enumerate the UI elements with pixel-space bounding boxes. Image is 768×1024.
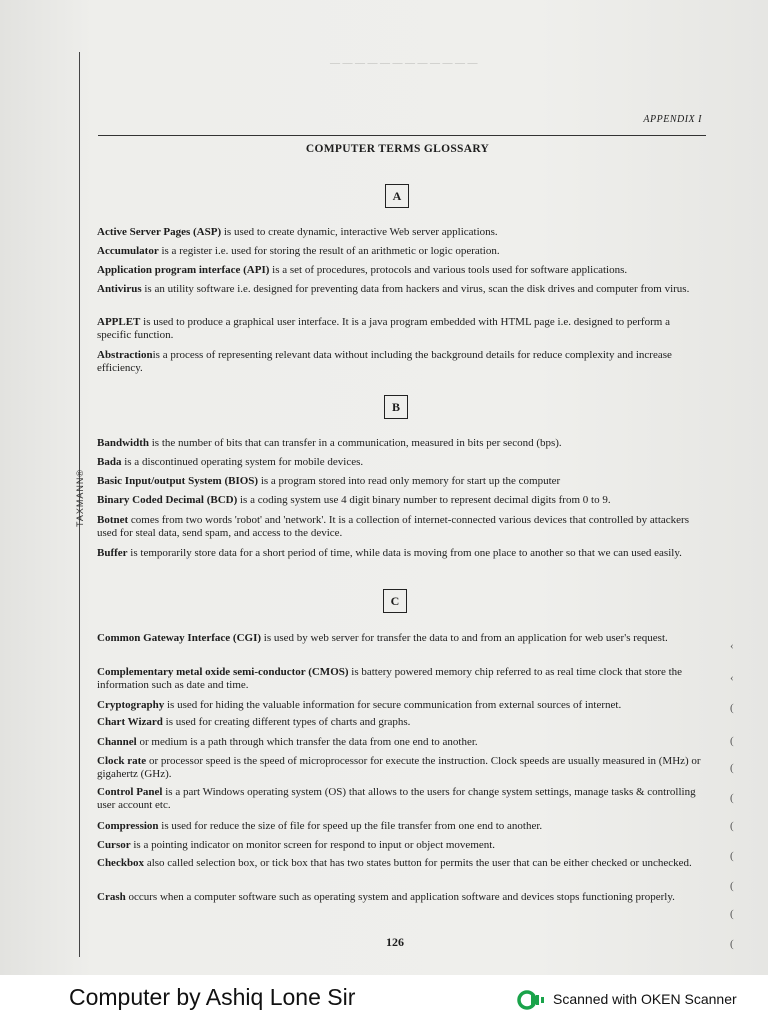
glossary-entry <box>97 891 702 904</box>
glossary-entry <box>97 437 702 450</box>
entry-definition: is a coding system use 4 digit binary number to represent decimal digits from 0 to 9. <box>237 494 611 506</box>
entry-definition: is used by web server for transfer the data to and from an application for web user's request. <box>261 632 668 644</box>
scan-artifact: ( <box>730 792 734 804</box>
section-letter-c: C <box>383 589 407 613</box>
glossary-entry <box>97 475 702 488</box>
scan-artifact: ( <box>730 735 734 747</box>
entry-definition: or medium is a path through which transfer the data from one end to another. <box>136 736 478 748</box>
glossary-entry <box>97 839 702 852</box>
glossary-entry <box>97 666 702 691</box>
entry-definition: is a pointing indicator on monitor screen for respond to input or object movement. <box>130 839 496 851</box>
entry-term: Clock rate <box>97 755 147 767</box>
entry-term: Active Server Pages (ASP) <box>97 226 222 238</box>
header-rule <box>98 135 706 136</box>
entry-definition: comes from two words 'robot' and 'network'. It is a collection of internet-connected various devices that controlled by attackers used for steal data, send spam, and access to the device. <box>97 514 689 539</box>
entry-term: Bandwidth <box>97 437 149 449</box>
scan-artifact: ( <box>730 702 734 714</box>
scan-artifact: ( <box>730 850 734 862</box>
scan-artifact: ( <box>730 762 734 774</box>
entry-term: Botnet <box>97 514 129 526</box>
section-letter-a: A <box>385 184 409 208</box>
scan-artifact: ( <box>730 938 734 950</box>
glossary-entry <box>97 283 702 296</box>
entry-definition: is temporarily store data for a short period of time, while data is moving from one place to another so that we can used easily. <box>127 547 682 559</box>
entry-term: Antivirus <box>97 283 142 295</box>
entry-term: Compression <box>97 820 159 832</box>
side-label: TAXMANN® <box>75 469 85 527</box>
entry-term: Cryptography <box>97 699 165 711</box>
entry-definition: is used to produce a graphical user interface. It is a java program embedded with HTML page i.e. designed to perform a specific function. <box>97 316 670 341</box>
glossary-entry <box>97 264 702 277</box>
footer-credit: Computer by Ashiq Lone Sir <box>69 984 356 1010</box>
glossary-entry <box>97 632 702 645</box>
entry-definition: is used for hiding the valuable information for secure communication from external sources of internet. <box>164 699 622 711</box>
glossary-entry <box>97 786 702 811</box>
bleed-through-text: — — — — — — — — — — — — <box>330 58 478 69</box>
entry-term: Chart Wizard <box>97 716 163 728</box>
appendix-label: APPENDIX I <box>643 114 702 125</box>
page-number: 126 <box>386 935 404 949</box>
glossary-entry <box>97 547 702 560</box>
entry-term: Channel <box>97 736 137 748</box>
glossary-entry <box>97 494 702 507</box>
scan-artifact: ‹ <box>730 672 734 684</box>
page-title: COMPUTER TERMS GLOSSARY <box>305 143 490 155</box>
entry-definition: is a process of representing relevant data without including the background details for reduce complexity and increase efficiency. <box>97 349 672 374</box>
entry-definition: occurs when a computer software such as operating system and application software and devices stops functioning properly. <box>125 891 675 903</box>
entry-definition: is an utility software i.e. designed for preventing data from hackers and virus, scan the disk drives and computer from virus. <box>141 283 690 295</box>
glossary-entry <box>97 857 702 870</box>
footer-bar <box>0 975 768 1024</box>
entry-term: Control Panel <box>97 786 163 798</box>
entry-term: Crash <box>97 891 126 903</box>
entry-definition: is a discontinued operating system for mobile devices. <box>121 456 364 468</box>
entry-definition: is used for creating different types of charts and graphs. <box>162 716 411 728</box>
entry-term: Bada <box>97 456 122 468</box>
glossary-entry <box>97 245 702 258</box>
entry-term: Cursor <box>97 839 131 851</box>
glossary-entry <box>97 456 702 469</box>
oken-scanner-icon <box>517 990 547 1010</box>
entry-term: Application program interface (API) <box>97 264 270 276</box>
scan-artifact: ( <box>730 820 734 832</box>
glossary-entry <box>97 820 702 833</box>
entry-term: Abstraction <box>97 349 153 361</box>
entry-term: Accumulator <box>97 245 159 257</box>
entry-definition: is a program stored into read only memory for start up the computer <box>258 475 561 487</box>
glossary-entry <box>97 755 702 780</box>
scan-artifact: ( <box>730 908 734 920</box>
entry-definition: also called selection box, or tick box that has two states button for permits the user that can be either checked or unchecked. <box>144 857 692 869</box>
entry-definition: is used for reduce the size of file for speed up the file transfer from one end to another. <box>158 820 543 832</box>
scan-artifact: ‹ <box>730 640 734 652</box>
glossary-entry <box>97 699 702 712</box>
section-letter-b: B <box>384 395 408 419</box>
glossary-entry <box>97 316 702 341</box>
scan-artifact: ( <box>730 880 734 892</box>
entry-definition: is used to create dynamic, interactive Web server applications. <box>221 226 498 238</box>
entry-definition: or processor speed is the speed of microprocessor for execute the instruction. Clock speeds are usually measured in (MHz) or gigahertz (GHz). <box>97 755 701 780</box>
entry-term: Common Gateway Interface (CGI) <box>97 632 262 644</box>
entry-definition: is a set of procedures, protocols and various tools used for software applications. <box>269 264 628 276</box>
footer-scanner-label: Scanned with OKEN Scanner <box>553 991 737 1007</box>
entry-definition: is a register i.e. used for storing the result of an arithmetic or logic operation. <box>158 245 500 257</box>
entry-term: Checkbox <box>97 857 145 869</box>
glossary-entry <box>97 514 702 539</box>
entry-definition: is battery powered memory chip referred to as real time clock that store the information such as date and time. <box>97 666 683 691</box>
glossary-entry <box>97 349 702 374</box>
entry-term: Buffer <box>97 547 128 559</box>
glossary-entry <box>97 226 702 239</box>
entry-definition: is the number of bits that can transfer in a communication, measured in bits per second (bps). <box>148 437 562 449</box>
glossary-entry <box>97 736 702 749</box>
entry-term: Complementary metal oxide semi-conductor (CMOS) <box>97 666 349 678</box>
entry-term: APPLET <box>97 316 141 328</box>
entry-term: Basic Input/output System (BIOS) <box>97 475 259 487</box>
entry-term: Binary Coded Decimal (BCD) <box>97 494 238 506</box>
entry-definition: is a part Windows operating system (OS) that allows to the users for change system settings, manage tasks & controlling user account etc. <box>97 786 696 811</box>
glossary-entry <box>97 716 702 729</box>
